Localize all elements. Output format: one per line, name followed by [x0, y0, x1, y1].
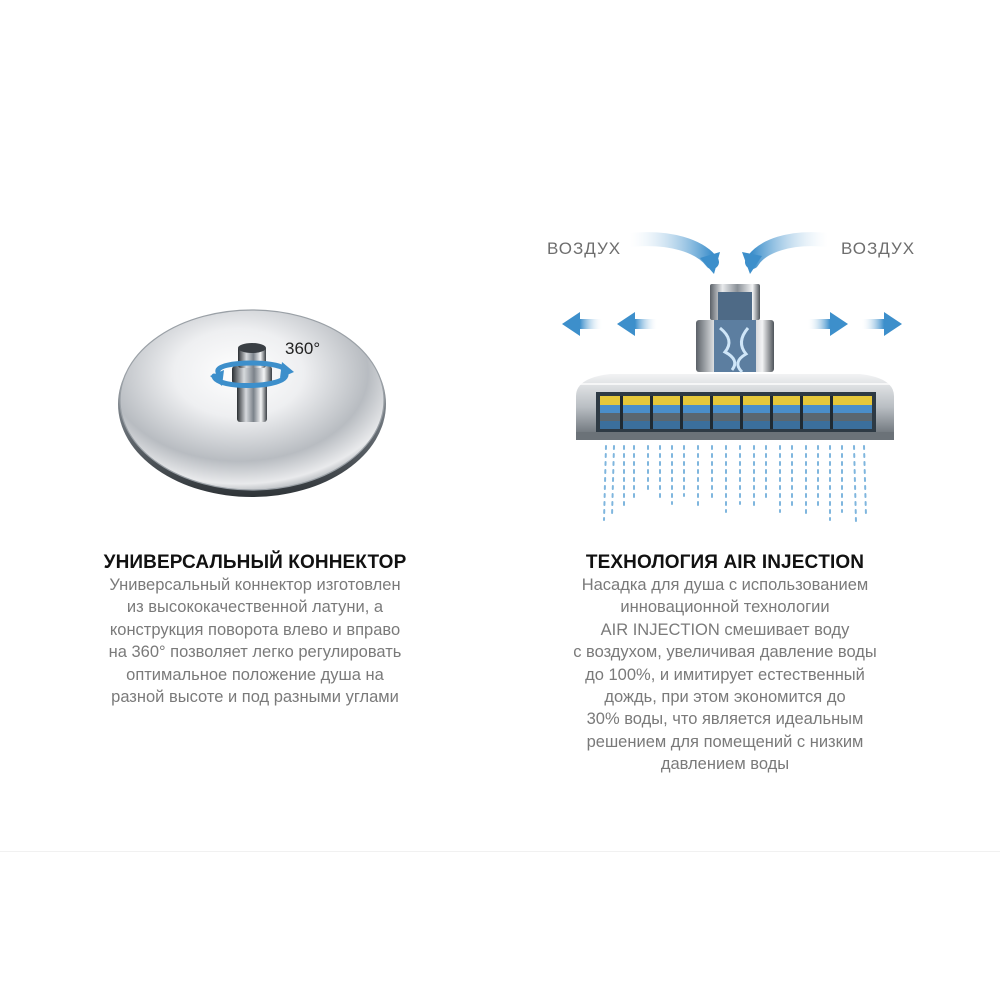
air-injection-panel — [500, 0, 1000, 850]
shower-head-disc-image — [0, 0, 500, 560]
air-injection-description — [450, 574, 1000, 776]
description-line: решением для помещений с низким — [586, 732, 864, 751]
connector-title: УНИВЕРСАЛЬНЫЙ КОННЕКТОР — [103, 552, 407, 573]
universal-connector-panel — [0, 0, 500, 850]
air-label-right: ВОЗДУХ — [841, 239, 916, 258]
description-line: 30% воды, что является идеальным — [586, 710, 864, 729]
description-line: конструкция поворота влево и вправо — [109, 620, 401, 639]
air-inflow-arrow-icon — [630, 239, 720, 274]
description-line: давлением воды — [660, 755, 790, 774]
air-injection-title: ТЕХНОЛОГИЯ AIR INJECTION — [585, 552, 865, 573]
air-injection-diagram — [500, 0, 1000, 540]
water-spray-image — [604, 446, 866, 522]
description-line: инновационной технологии — [620, 598, 830, 617]
description-line: оптимальное положение душа на — [126, 665, 384, 684]
description-line: дождь, при этом экономится до — [604, 688, 846, 707]
bottom-divider — [0, 851, 1000, 852]
description-line: Универсальный коннектор изготовлен — [109, 576, 401, 594]
connector-description — [0, 574, 510, 708]
description-line: AIR INJECTION смешивает воду — [600, 620, 850, 639]
air-label-left: ВОЗДУХ — [547, 239, 622, 258]
left-outflow-arrows-icon — [562, 312, 657, 336]
description-line: Насадка для душа с использованием — [581, 576, 869, 594]
description-line: из высококачественной латуни, а — [126, 598, 384, 617]
description-line: до 100%, и имитирует естественный — [585, 665, 865, 684]
description-line: с воздухом, увеличивая давление воды — [573, 643, 877, 662]
air-inflow-arrow-icon — [742, 239, 828, 274]
description-line: разной высоте и под разными углами — [111, 688, 399, 707]
description-line: на 360° позволяет легко регулировать — [108, 643, 402, 662]
rotation-degree-label: 360° — [285, 339, 321, 358]
right-outflow-arrows-icon — [808, 312, 902, 336]
